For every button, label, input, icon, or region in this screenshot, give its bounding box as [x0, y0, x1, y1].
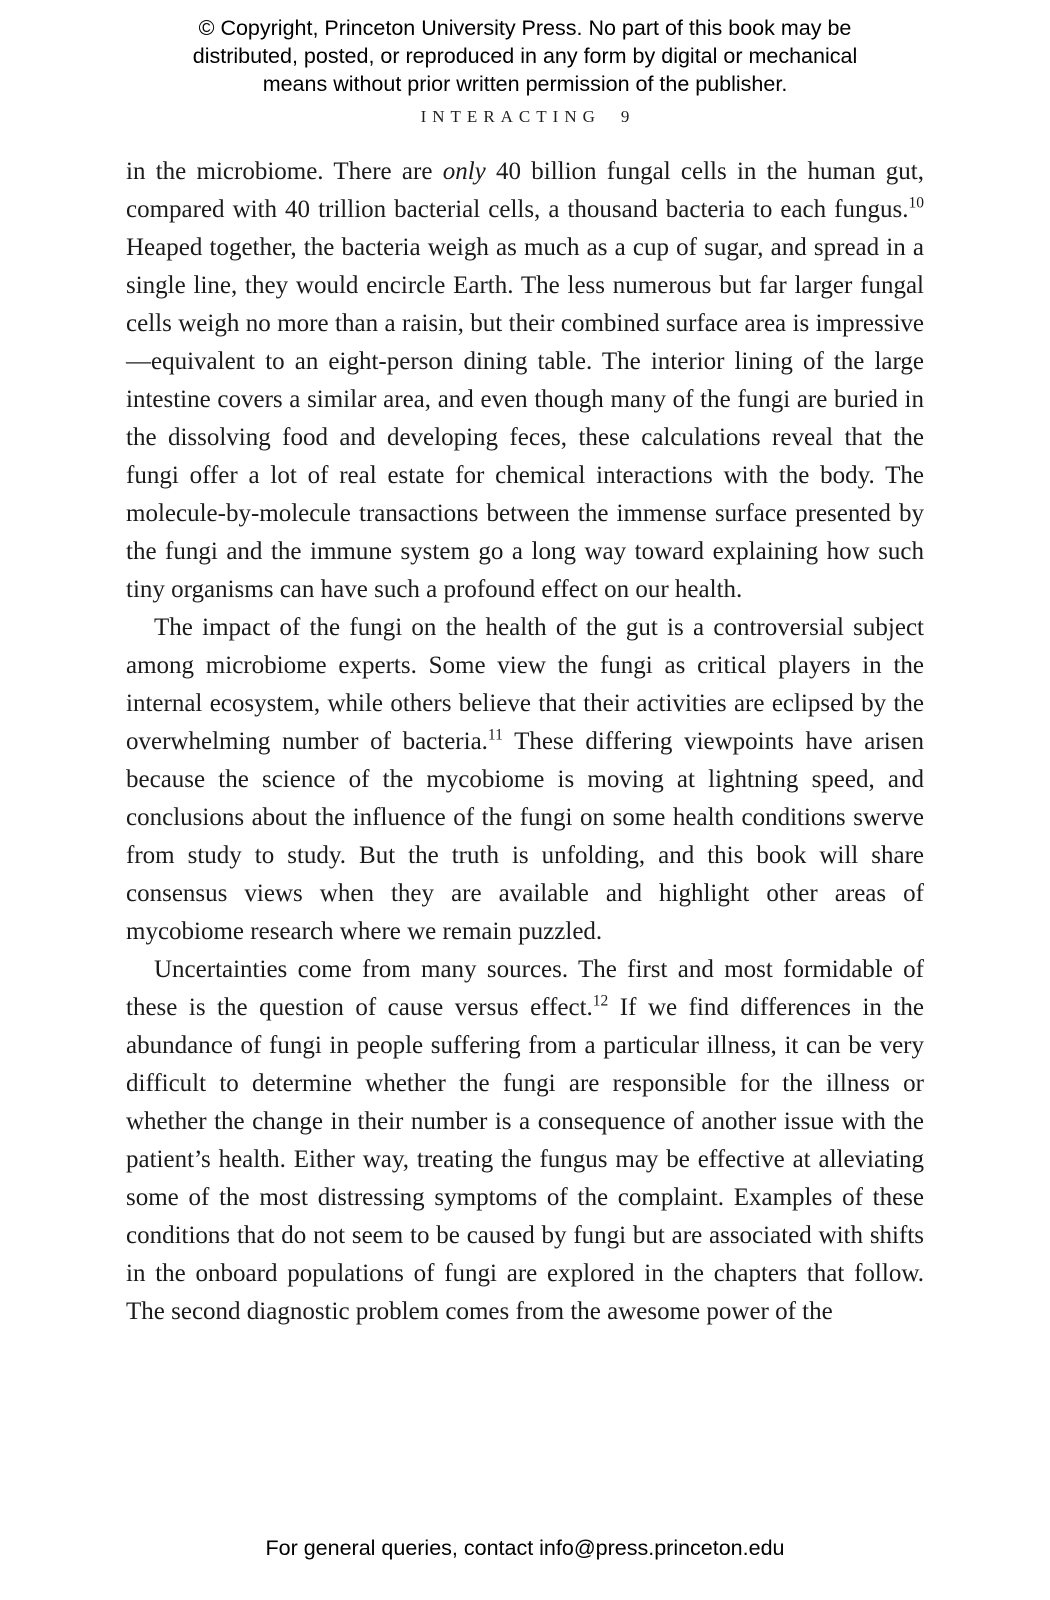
text-run: in the microbiome. There are	[126, 158, 443, 185]
page-number: 9	[620, 107, 630, 126]
paragraph	[126, 609, 924, 951]
footnote-marker: 10	[908, 194, 924, 212]
text-run: These differing viewpoints have arisen because the science of the mycobiome is moving at lightning speed, and conclusions about the influence of the fungi on some health conditions swerve from study to study. But the truth is unfolding, and this book will share consensus views when they are available and highlight other areas of mycobiome research where we remain puzzled.	[126, 728, 924, 945]
footnote-marker: 11	[487, 726, 503, 744]
body-text	[126, 153, 924, 1331]
paragraph	[126, 153, 924, 609]
text-run: Uncertainties come from many sources. The first and most formidable of these is the question of cause versus effect.	[126, 956, 924, 1021]
running-head-title: INTERACTING	[420, 107, 601, 126]
text-run: Heaped together, the bacteria weigh as much as a cup of sugar, and spread in a single line, they would encircle Earth. The less numerous but far larger fungal cells weigh no more than a raisin, but their combined surface area is impressive—equivalent to an eight-person dining table. The interior lining of the large intestine covers a similar area, and even though many of the fungi are buried in the dissolving food and developing feces, these calculations reveal that the fungi offer a lot of real estate for chemical interactions with the body. The molecule-by-molecule transactions between the immense surface presented by the fungi and the immune system go a long way toward explaining how such tiny organisms can have such a profound effect on our health.	[126, 234, 924, 603]
text-run: The impact of the fungi on the health of the gut is a controversial subject among microbiome experts. Some view the fungi as critical players in the internal ecosystem, while others believe that their activities are eclipsed by the overwhelming number of bacteria.	[126, 614, 924, 755]
footnote-marker: 12	[592, 992, 609, 1010]
footer-query-note: For general queries, contact info@press.princeton.edu	[265, 1536, 785, 1560]
italic-text: only	[442, 158, 486, 185]
copyright-notice: © Copyright, Princeton University Press. No part of this book may be distributed, posted, or reproduced in any form by digital or mechanical means without prior written permission of the publisher.	[192, 16, 858, 96]
paragraph	[126, 951, 924, 1331]
running-head	[0, 107, 1050, 127]
text-run: 40 billion fungal cells in the human gut, compared with 40 trillion bacterial cells, a thousand bacteria to each fungus.	[126, 158, 924, 223]
text-run: If we find differences in the abundance of fungi in people suffering from a particular illness, it can be very difficult to determine whether the fungi are responsible for the illness or whether the change in their number is a consequence of another issue with the patient’s health. Either way, treating the fungus may be effective at alleviating some of the most distressing symptoms of the complaint. Examples of these conditions that do not seem to be caused by fungi but are associated with shifts in the onboard populations of fungi are explored in the chapters that follow. The second diagnostic problem comes from the awesome power of the	[126, 994, 924, 1325]
